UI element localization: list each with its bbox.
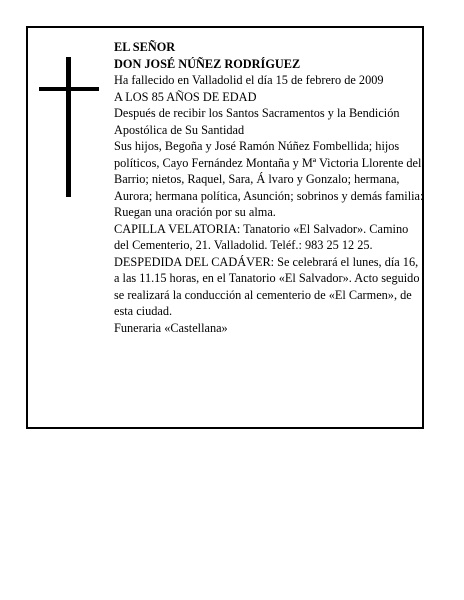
- farewell-paragraph: DESPEDIDA DEL CADÁVER: Se celebrará el lunes, día 16, a las 11.15 horas, en el Tanatorio «El Salvador». Acto seguido se realizará la conducción al cementerio de «El Carmen», de esta ciudad.: [114, 254, 420, 318]
- family-paragraph: Sus hijos, Begoña y José Ramón Núñez Fombellida; hijos políticos, Cayo Fernández Montaña y Mª Victoria Llorente del Barrio; nietos, Raquel, Sara, Á lvaro y Gonzalo; hermana, Aurora; hermana política, Asunción; sobrinos y demás familia:: [114, 139, 424, 203]
- cross-horizontal-bar: [39, 87, 99, 91]
- notice-body: [114, 39, 424, 336]
- prayer-line: Ruegan una oración por su alma.: [114, 205, 276, 219]
- chapel-paragraph: CAPILLA VELATORIA: Tanatorio «El Salvador». Camino del Cementerio, 21. Valladolid. Teléf.: 983 25 12 25.: [114, 221, 409, 252]
- sacraments-paragraph: Después de recibir los Santos Sacramentos y la Bendición Apostólica de Su Santidad: [114, 106, 400, 137]
- funeral-home-line: Funeraria «Castellana»: [114, 320, 228, 335]
- death-date-line: Ha fallecido en Valladolid el día 15 de febrero de 2009: [114, 73, 384, 87]
- obituary-notice: [26, 26, 424, 429]
- cross-vertical-bar: [66, 57, 71, 197]
- cross-icon: [39, 57, 99, 197]
- notice-title-line1: EL SEÑOR: [114, 40, 176, 54]
- deceased-name: DON JOSÉ NÚÑEZ RODRÍGUEZ: [114, 56, 301, 71]
- age-line: A LOS 85 AÑOS DE EDAD: [114, 89, 257, 104]
